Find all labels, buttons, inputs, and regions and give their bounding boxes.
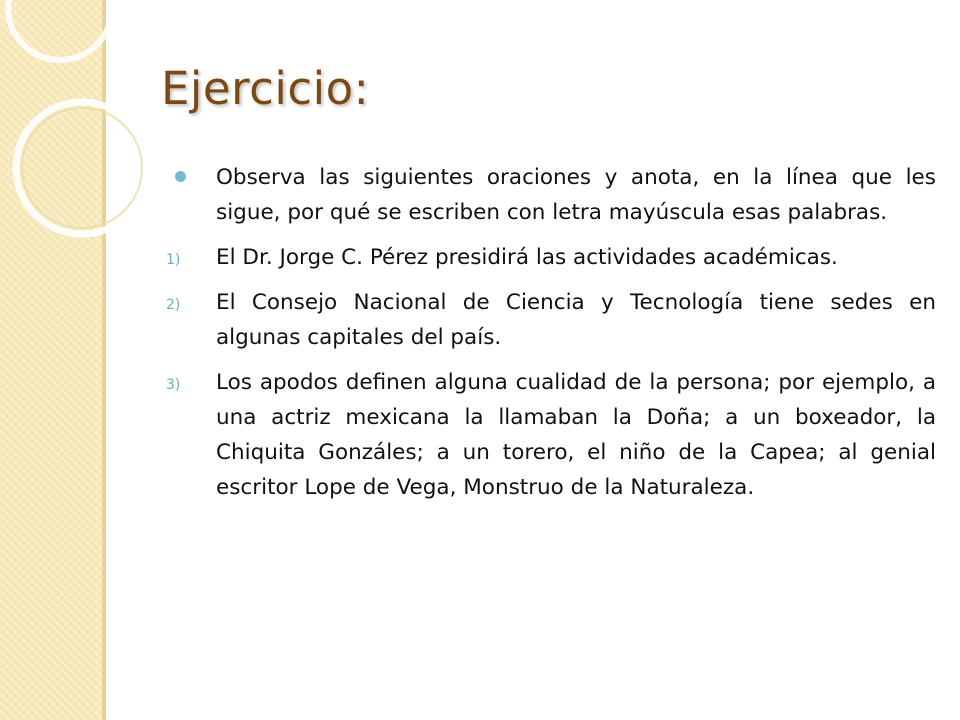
instruction-text: Observa las siguientes oraciones y anota, en la línea que les sigue, por qué se escriben con letra mayúscula esas palabras. [216,165,936,225]
bullet-dot-icon [175,171,186,182]
slide-content [166,160,936,515]
list-item-text: Los apodos definen alguna cualidad de la persona; por ejemplo, a una actriz mexicana la llamaban la Doña; a un boxeador, la Chiquita Gonzáles; a un torero, el niño de la Capea; al genial escritor Lope de Vega, Monstruo de la Naturaleza. [216,370,936,500]
instruction-paragraph [172,160,936,230]
list-item-number: 1) [166,252,181,268]
list-item-2 [166,285,936,355]
decorative-circles [0,0,160,300]
list-item-text: El Consejo Nacional de Ciencia y Tecnología tiene sedes en algunas capitales del país. [216,290,936,350]
list-item-3 [166,365,936,505]
list-item-number: 3) [166,377,181,393]
list-item-1 [166,240,936,275]
list-item-number: 2) [166,297,181,313]
list-item-text: El Dr. Jorge C. Pérez presidirá las actividades académicas. [216,245,838,270]
slide-title: Ejercicio: [161,62,370,115]
